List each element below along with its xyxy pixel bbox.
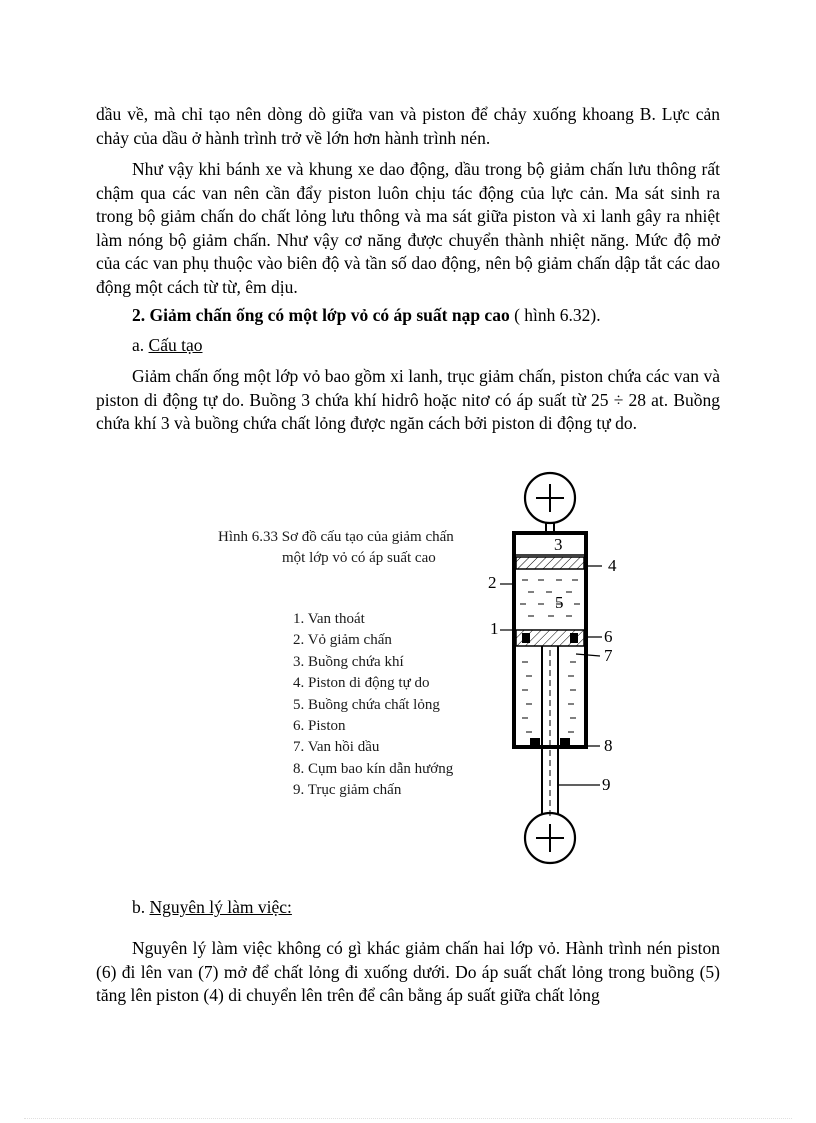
top-mount-eye	[525, 473, 575, 533]
section-heading	[132, 304, 601, 328]
label-3: 3	[554, 535, 563, 554]
subsection-b-title: Nguyên lý làm việc:	[149, 897, 292, 917]
label-7: 7	[604, 646, 613, 665]
label-5: 5	[555, 593, 564, 612]
paragraph-structure: Giảm chấn ống một lớp vỏ bao gồm xi lanh, trục giảm chấn, piston chứa các van và piston di động tự do. Buồng 3 chứa khí hidrô hoặc nitơ có áp suất từ 25 ÷ 28 at. Buồng chứa khí 3 và buồng chứa chất lỏng được ngăn cách bởi piston di động tự do.	[96, 366, 720, 433]
label-8: 8	[604, 736, 613, 755]
section-heading-title: 2. Giảm chấn ống có một lớp vỏ có áp suất nạp cao	[132, 305, 510, 325]
label-9: 9	[602, 775, 611, 794]
legend-item: 2. Vỏ giảm chấn	[293, 632, 392, 649]
section-heading-ref: ( hình 6.32).	[509, 305, 601, 325]
shock-body	[514, 533, 586, 820]
legend-item: 9. Trục giảm chấn	[293, 782, 402, 799]
legend-item: 5. Buồng chứa chất lỏng	[293, 696, 440, 713]
paragraph-intro: dầu về, mà chỉ tạo nên dòng dò giữa van và piston để chảy xuống khoang B. Lực cản chảy của dầu ở hành trình trở về lớn hơn hành trình nén.	[96, 104, 720, 148]
legend-item: 8. Cụm bao kín dẫn hướng	[293, 760, 454, 777]
shock-absorber-diagram	[200, 465, 630, 885]
legend-item: 6. Piston	[293, 718, 346, 735]
label-6: 6	[604, 627, 613, 646]
label-4: 4	[608, 556, 617, 575]
figure-caption-line2: một lớp vỏ có áp suất cao	[282, 550, 436, 566]
bottom-mount-eye	[525, 813, 575, 863]
subsection-b-prefix: b.	[132, 897, 150, 917]
paragraph-operation: Nguyên lý làm việc không có gì khác giảm chấn hai lớp vỏ. Hành trình nén piston (6) đi lên van (7) mở để chất lỏng đi xuống dưới. Do áp suất chất lỏng trong buồng (5) tăng lên piston (4) di chuyển lên trên để cân bằng áp suất giữa chất lỏng	[96, 938, 720, 1005]
legend-item: 7. Van hồi dầu	[293, 739, 380, 756]
legend-item: 4. Piston di động tự do	[293, 675, 430, 692]
paragraph-damping: Như vậy khi bánh xe và khung xe dao động, dầu trong bộ giảm chấn lưu thông rất chậm qua các van nên cần đẩy piston luôn chịu tác động của lực cản. Ma sát sinh ra trong bộ giảm chấn do chất lỏng lưu thông và ma sát giữa piston và xi lanh gây ra nhiệt làm nóng bộ giảm chấn. Như vậy cơ năng được chuyển thành nhiệt năng. Mức độ mở của các van phụ thuộc vào biên độ và tần số dao động, nên bộ giảm chấn dập tắt các dao động một cách từ từ, êm dịu.	[96, 159, 720, 297]
subsection-a-prefix: a.	[132, 335, 149, 355]
legend-item: 3. Buồng chứa khí	[293, 653, 404, 670]
label-1: 1	[490, 619, 499, 638]
subsection-a-heading	[132, 334, 202, 358]
legend-item: 1. Van thoát	[293, 611, 365, 627]
subsection-a-title: Cấu tạo	[148, 335, 203, 355]
label-2: 2	[488, 573, 497, 592]
figure-caption-line1: Hình 6.33 Sơ đồ cấu tạo của giảm chấn	[218, 529, 454, 545]
page-footer-line	[24, 1118, 792, 1119]
subsection-b-heading	[132, 896, 292, 920]
